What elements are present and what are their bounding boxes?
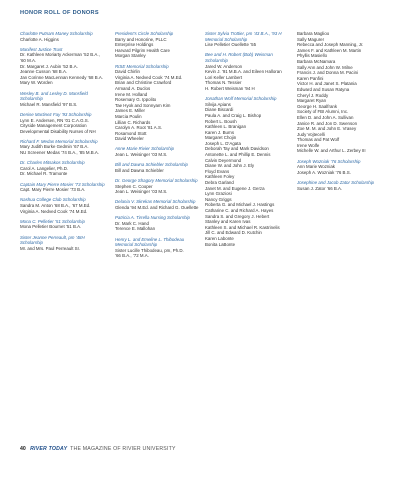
scholarship-title: Richard F. Medas Memorial Scholarship: [20, 138, 98, 144]
donor-names: Mary Judith Burke Gedmin ’67 B.A. NU Screener Medas ’74 B.A., ’85 M.B.A.: [20, 144, 100, 156]
scholarship-section: [297, 180, 385, 191]
donor-names: Susan J. Zator ’66 B.A.: [297, 185, 343, 191]
magazine-brand: RIVER TODAY: [30, 446, 68, 452]
scholarship-section: [297, 159, 385, 176]
scholarship-title: Joseph Wozniak ’76 Scholarship: [297, 158, 361, 164]
scholarship-title: Anne Marie Rivier Scholarship: [115, 146, 175, 152]
donor-names: Sister Lucille Thibodeau, pm, Ph.D. ’66 B.A., ’72 M.A.: [115, 247, 184, 259]
scholarship-section: [115, 199, 203, 210]
page-footer: [20, 446, 176, 452]
scholarship-title: Dr. Charles Mitsakos Scholarship: [20, 160, 85, 166]
donor-names: Ann Marie Wozniak Joseph A. Wozniak ’76 B.S.: [297, 164, 351, 175]
scholarship-section: [20, 197, 108, 214]
scholarship-section: [20, 160, 108, 177]
magazine-tagline: THE MAGAZINE OF RIVIER UNIVERSITY: [70, 446, 176, 452]
donor-names: Jean L. Weisinger ’03 M.S.: [115, 152, 168, 158]
donor-names: Sandra M. Anton ’68 B.A., ’67 M.Ed. Virginia A. Nedved Cook ’74 M.Ed.: [20, 203, 91, 214]
scholarship-section: [20, 31, 108, 42]
donor-names: Charlotte A. Higgins: [20, 36, 59, 42]
donor-names: Bill and Dawna Schiebler: [115, 167, 164, 173]
column-3: [205, 31, 293, 252]
donor-names: Lise Pelletier Ouellette ’55: [205, 42, 257, 48]
scholarship-title: Denise Martinez Fay ’93 Scholarship: [20, 111, 92, 117]
scholarship-section: [20, 112, 108, 134]
scholarship-title: Bee and H. Robert (Bob) Weisman Scholarship: [205, 52, 273, 63]
scholarship-section: [297, 31, 385, 154]
scholarship-title: Nashua College Club Scholarship: [20, 197, 86, 203]
scholarship-title: Captain Mary Pierre Mosier ’73 Scholarship: [20, 181, 105, 187]
scholarship-section: [205, 52, 293, 91]
donor-names: Barbara Maglioo Sally Magurer Rebecca and Joseph Manning, Jr. James F. and Kathleen M. Martin Phyllis Masiello Barbara McNamara Sally Ann and John W. Milne Francis J. and Donna M. Pacini Karen Panfini Victor H. and Janet S. Platania Edward and Susan Ratyna Cheryl J. Roddy Margaret Ryan George H. Saalfrank Society of FBI Alumni, Inc. Ellen D. and John A. Sullivan Janice R. and Jon D. Swenson Zoe M. M. and John E. Vrasey Judy Vojtecelli Thomas and Pat Wolf Irene Wolfe Michelle W. and Arthur L. Zerbey III: [297, 31, 366, 154]
scholarship-title: Sister Jeanne Perreault, pm ’48H Scholarship: [20, 234, 85, 246]
donor-names: Glenda ’94 M.Ed. and Richard G. Ouellette: [115, 205, 199, 210]
scholarship-title: Wesley B. and Lesley D. Mansfield Scholarship: [20, 90, 88, 102]
donor-names: Dr. Kathleen Moriarty Ackerman ’52 B.A., ’60 M.A. Dr. Margaret J. Aubin ’52 B.A. Jeanne Cusson ’68 B.A. Jan Corinne MacLennan Kennedy ’68 B.A. Mary W. Worden: [20, 52, 103, 86]
scholarship-section: [205, 31, 293, 48]
column-1: [20, 31, 108, 256]
scholarship-section: [115, 215, 203, 232]
scholarship-section: [20, 91, 108, 108]
donor-names: Stephen C. Cooper Jean L. Weisinger ’03 M.S.: [115, 183, 168, 195]
scholarship-title: Manifest Justice Trust: [20, 46, 63, 52]
donor-names: David Chirlin Virginia A. Nedved Cook ’74 M.Ed. Brian and Christine Crawford Armand A. Duclos Irene M. Holland Rosemary G. Ippolito Tae Hyok and Sonnyam Kim James E. Miller Marcia Poulin Lillian C. Richards Carolyn A. Root ’81 A.S. Rosamond Stott David Wheeler: [115, 69, 183, 142]
scholarship-section: [20, 182, 108, 193]
donor-names: Mr. and Mrs. Paul Perreault Sr.: [20, 245, 81, 251]
donor-names: Capt. Mary Pierre Mosier ’73 B.A.: [20, 187, 86, 193]
donor-names: Jared W. Anderson Kevin J. ’91 M.B.A. and Eileen Halloran Lori Keller Lambert Thomas N. Tessier H. Robert Weisman ’94 H: [205, 63, 282, 91]
scholarship-section: [205, 96, 293, 247]
scholarship-section: [115, 162, 203, 173]
donor-names: Barry and Honorine, PLLC Enterprise Holdings Harvard Pilgrim Health Care Morgan Stanley: [115, 36, 170, 59]
column-4: [297, 31, 385, 196]
scholarship-section: [115, 178, 203, 195]
donor-names: Mona Pelletier Bournet ’51 B.A.: [20, 224, 82, 230]
scholarship-title: Mona C. Pelletier ’51 Scholarship: [20, 218, 85, 224]
scholarship-section: [115, 64, 203, 142]
scholarship-title: RISE Memorial Scholarship: [115, 63, 169, 69]
scholarship-title: Sister Sylvia Trottier, pm ’43 B.A., ’93 H Memorial Scholarship: [205, 31, 282, 42]
scholarship-title: Bill and Dawna Schiebler Scholarship: [115, 162, 188, 168]
donor-names: Lynn E. Andersen, RN ’01 C.A.G.S. Cityside Management Corporation Developmental Disability Nurses of NH: [20, 117, 96, 134]
column-2: [115, 31, 203, 264]
scholarship-section: [20, 235, 108, 252]
donor-names: Michael R. Mansfield ’97 B.S.: [20, 101, 78, 107]
scholarship-title: President’s Circle Scholarship: [115, 31, 174, 36]
scholarship-title: Josephine and Jacob Zator Scholarship: [297, 180, 375, 186]
scholarship-title: Jonathan Wolf Memorial Scholarship: [205, 96, 277, 102]
scholarship-title: Charlotte Putnam Maney Scholarship: [20, 31, 93, 36]
scholarship-section: [20, 139, 108, 156]
scholarship-section: [115, 237, 203, 259]
scholarship-section: [20, 219, 108, 230]
donor-names: Silvija Apians Diane Biscardi Paula A. and Craig L. Bishop Robert L. Boush Kathleen L. Branigan Karen J. Burns Margaret Chojin Joseph L. D’Agata Deborah Tay and Mark Davidson Antonette L. and Phillip E. Dennis Calvin Deyermond Diane W. and John J. Ely Floyd Evans Kathleen Foley Debra Garland Janet M. and Eugene J. Gerza Lynn Graziosi Nancy Griggs Roberta G. and Michael J. Hastings Catharine C. and Richard A. Hayes Sandra S. and Gregory J. Hebert Stanley and Karen Ivas Kathleen S. and Michael R. Kastrinelis Jill C. and Edward D. Kutchin Karen Labonte Bonita LaBonte: [205, 101, 280, 247]
scholarship-title: Delania V. Skrekas Memorial Scholarship: [115, 199, 196, 205]
scholarship-section: [20, 47, 108, 86]
page-header: HONOR ROLL OF DONORS: [20, 10, 99, 16]
page-number: 40: [20, 446, 26, 452]
scholarship-section: [115, 146, 203, 157]
scholarship-title: Patricia A. Tirrella Nursing Scholarship: [115, 215, 190, 221]
donor-names: Dr. Mark C. Hand Terence E. Mallohan: [115, 220, 156, 232]
scholarship-title: Dr. George Shagory Memorial Scholarship: [115, 178, 198, 184]
donor-names: Carol A. Langelier, Ph.D. Dr. Michael R. Tramonte: [20, 165, 69, 177]
scholarship-section: [115, 31, 203, 59]
scholarship-title: Henry L. and Emeline L. Thibodeau Memorial Scholarship: [115, 236, 185, 248]
